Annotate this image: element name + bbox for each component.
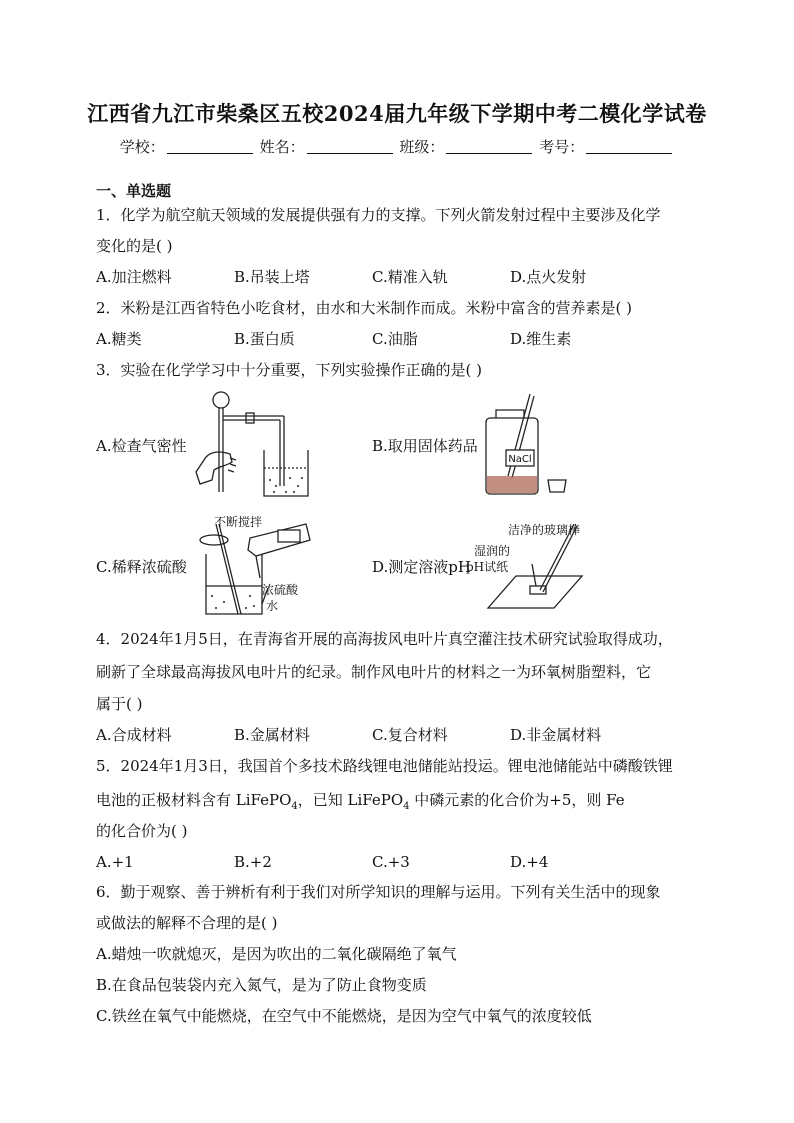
nacl-label: NaCl xyxy=(508,454,532,465)
q4-option-d[interactable]: D.非金属材料 xyxy=(510,726,602,744)
figure-solid-reagent xyxy=(482,392,574,498)
q1-stem-line2: 变化的是( ) xyxy=(96,237,173,255)
page-title: 江西省九江市柴桑区五校2024届九年级下学期中考二模化学试卷 xyxy=(87,101,707,126)
class-label: 班级： xyxy=(399,138,445,156)
q2-option-a[interactable]: A.糖类 xyxy=(96,330,142,348)
ph-paper-label: pH试纸 xyxy=(466,560,509,574)
q4-option-b[interactable]: B.金属材料 xyxy=(234,726,310,744)
q5-stem-line3: 的化合价为( ) xyxy=(96,822,188,840)
q3-option-c[interactable]: C.稀释浓硫酸 xyxy=(96,558,187,576)
q2-stem: 2．米粉是江西省特色小吃食材，由水和大米制作而成。米粉中富含的营养素是( ) xyxy=(96,299,633,317)
q4-option-a[interactable]: A.合成材料 xyxy=(96,726,172,744)
q6-option-b[interactable]: B.在食品包装袋内充入氮气，是为了防止食物变质 xyxy=(96,976,427,994)
q3-option-b[interactable]: B.取用固体药品 xyxy=(372,437,478,455)
q1-option-d[interactable]: D.点火发射 xyxy=(510,268,587,286)
class-field[interactable] xyxy=(446,139,532,154)
q1-stem-line1: 1．化学为航空航天领域的发展提供强有力的支撑。下列火箭发射过程中主要涉及化学 xyxy=(96,206,661,224)
q6-option-c[interactable]: C.铁丝在氧气中能燃烧，在空气中不能燃烧，是因为空气中氧气的浓度较低 xyxy=(96,1007,592,1025)
q1-option-b[interactable]: B.吊装上塔 xyxy=(234,268,310,286)
student-info-row xyxy=(0,136,794,157)
q3-option-d[interactable]: D.测定溶液pH xyxy=(372,558,471,576)
wet-label: 湿润的 xyxy=(474,544,511,558)
glass-rod-label: 洁净的玻璃棒 xyxy=(508,523,581,537)
q6-option-a[interactable]: A.蜡烛一吹就熄灭，是因为吹出的二氧化碳隔绝了氧气 xyxy=(96,945,457,963)
q5-option-a[interactable]: A.+1 xyxy=(96,853,134,871)
q3-option-a[interactable]: A.检查气密性 xyxy=(96,437,187,455)
exam-no-field[interactable] xyxy=(586,139,672,154)
q1-option-c[interactable]: C.精准入轨 xyxy=(372,268,448,286)
school-field[interactable] xyxy=(167,139,253,154)
acid-label: 浓硫酸 xyxy=(262,583,299,597)
name-label: 姓名： xyxy=(259,138,305,156)
q3-stem: 3．实验在化学学习中十分重要，下列实验操作正确的是( ) xyxy=(96,361,483,379)
q6-stem-line1: 6．勤于观察、善于辨析有利于我们对所学知识的理解与运用。下列有关生活中的现象 xyxy=(96,883,661,901)
water-label: 水 xyxy=(266,599,279,613)
q4-stem-line3: 属于( ) xyxy=(96,695,143,713)
q4-stem-line1: 4．2024年1月5日，在青海省开展的高海拔风电叶片真空灌注技术研究试验取得成功， xyxy=(96,630,673,648)
q4-option-c[interactable]: C.复合材料 xyxy=(372,726,448,744)
figure-airtightness-check xyxy=(190,388,310,500)
q4-stem-line2: 刷新了全球最高海拔风电叶片的纪录。制作风电叶片的材料之一为环氧树脂塑料，它 xyxy=(96,663,652,681)
q5-stem-line1: 5．2024年1月3日，我国首个多技术路线锂电池储能站投运。锂电池储能站中磷酸铁锂 xyxy=(96,757,673,775)
exam-no-label: 考号： xyxy=(539,138,585,156)
q5-option-c[interactable]: C.+3 xyxy=(372,853,410,871)
q2-option-b[interactable]: B.蛋白质 xyxy=(234,330,295,348)
q1-option-a[interactable]: A.加注燃料 xyxy=(96,268,172,286)
stir-label: 不断搅拌 xyxy=(214,515,263,529)
q5-option-d[interactable]: D.+4 xyxy=(510,853,549,871)
q2-option-c[interactable]: C.油脂 xyxy=(372,330,418,348)
q2-option-d[interactable]: D.维生素 xyxy=(510,330,572,348)
school-label: 学校： xyxy=(119,138,165,156)
name-field[interactable] xyxy=(307,139,393,154)
q5-stem-line2: 电池的正极材料含有 LiFePO$_4$，已知 LiFePO$_4$ 中磷元素的化合价为+5，则 Fe xyxy=(96,791,625,812)
q6-stem-line2: 或做法的解释不合理的是( ) xyxy=(96,914,278,932)
section-title: 一、单选题 xyxy=(96,182,172,200)
q5-option-b[interactable]: B.+2 xyxy=(234,853,272,871)
